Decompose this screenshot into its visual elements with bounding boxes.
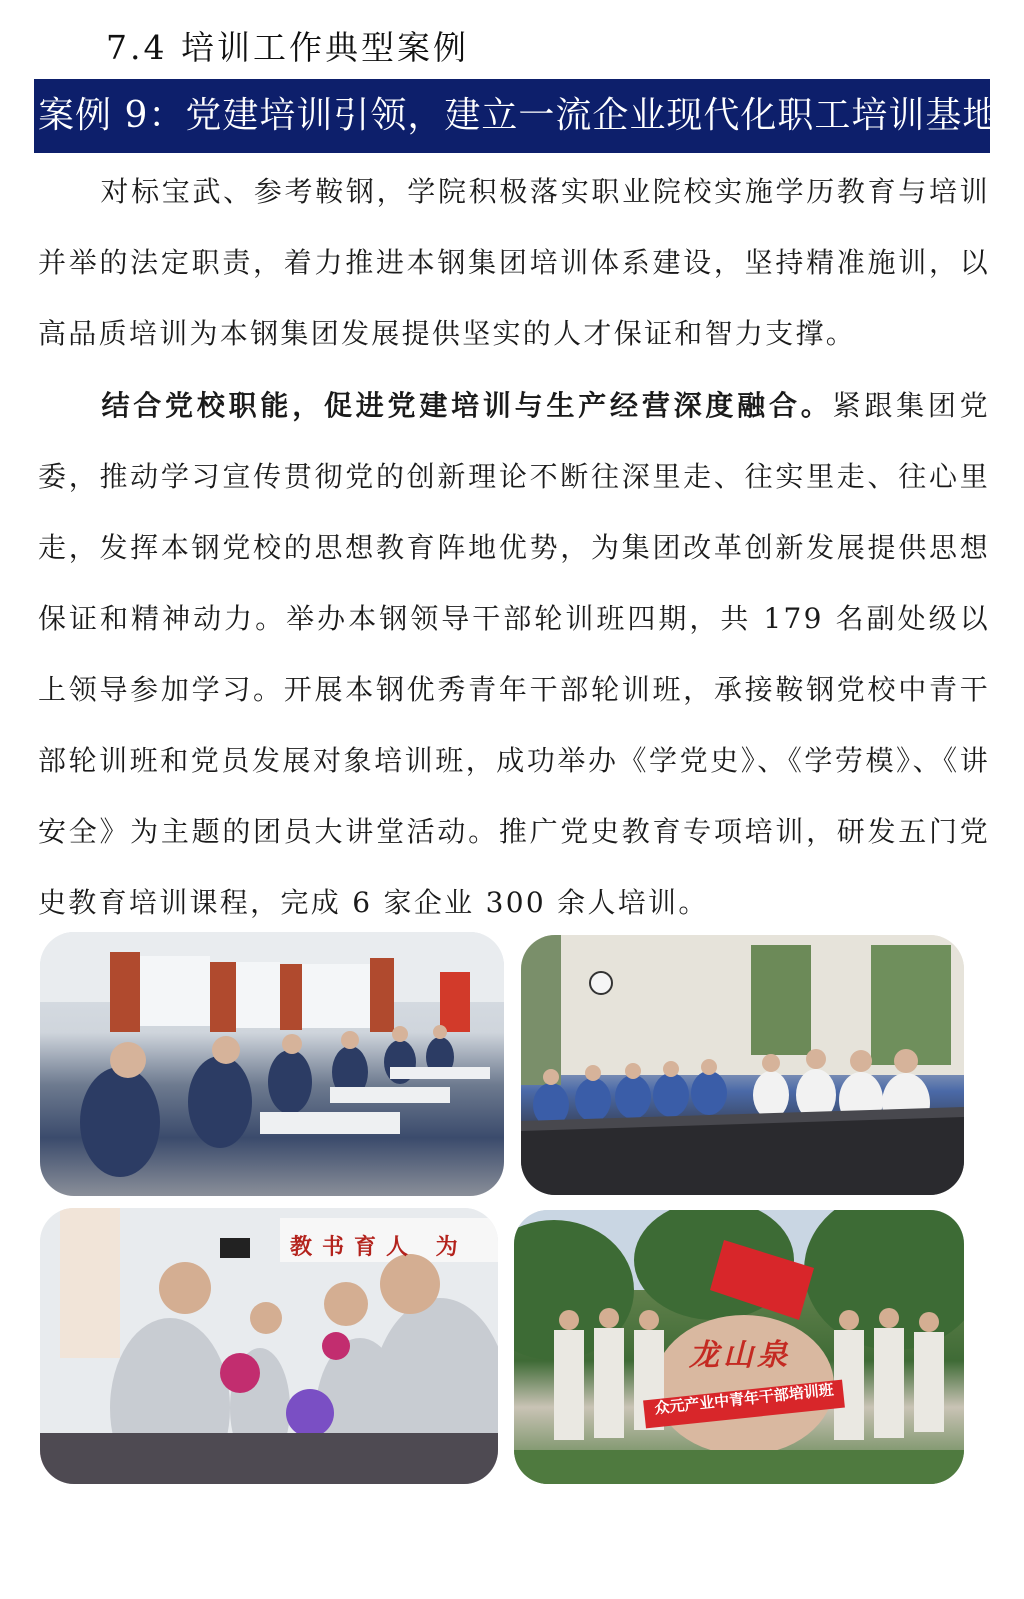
paragraph-party-training-text: 紧跟集团党委，推动学习宣传贯彻党的创新理论不断往深里走、往实里走、往心里走，发挥本钢党校的思想教育阵地优势，为集团改革创新发展提供思想保证和精神动力。举办本钢领导干部轮训班四期，共 179 名副处级以上领导参加学习。开展本钢优秀青年干部轮训班，承接鞍钢党校中青干部轮训班和党员发展对象培训班，成功举办《学党史》、《学劳模》、《讲安全》为主题的团员大讲堂活动。推广党史教育专项培训，研发五门党史教育培训课程，完成 6 家企业 300 余人培训。 (38, 389, 990, 919)
photo-group-outdoor (514, 1210, 964, 1484)
photo-classroom-training (40, 932, 504, 1196)
paragraph-lead-sentence: 结合党校职能，促进党建培训与生产经营深度融合。 (100, 389, 833, 422)
photo-meeting-room (521, 935, 964, 1195)
group-banner-text: 众元产业中青年干部培训班 (653, 1380, 835, 1418)
section-heading: 7.4 培训工作典型案例 (106, 28, 469, 67)
photo-award-ceremony (40, 1208, 498, 1484)
rock-inscription: 龙山泉 (689, 1338, 791, 1373)
paragraph-intro-text: 对标宝武、参考鞍钢，学院积极落实职业院校实施学历教育与培训并举的法定职责，着力推进本钢集团培训体系建设，坚持精准施训，以高品质培训为本钢集团发展提供坚实的人才保证和智力支撑。 (38, 175, 990, 350)
paragraph-intro (38, 156, 990, 369)
wall-slogan: 教书育人 为 (290, 1234, 468, 1260)
case-title-banner: 案例 9：党建培训引领，建立一流企业现代化职工培训基地 (34, 79, 990, 153)
paragraph-party-training (38, 370, 990, 938)
